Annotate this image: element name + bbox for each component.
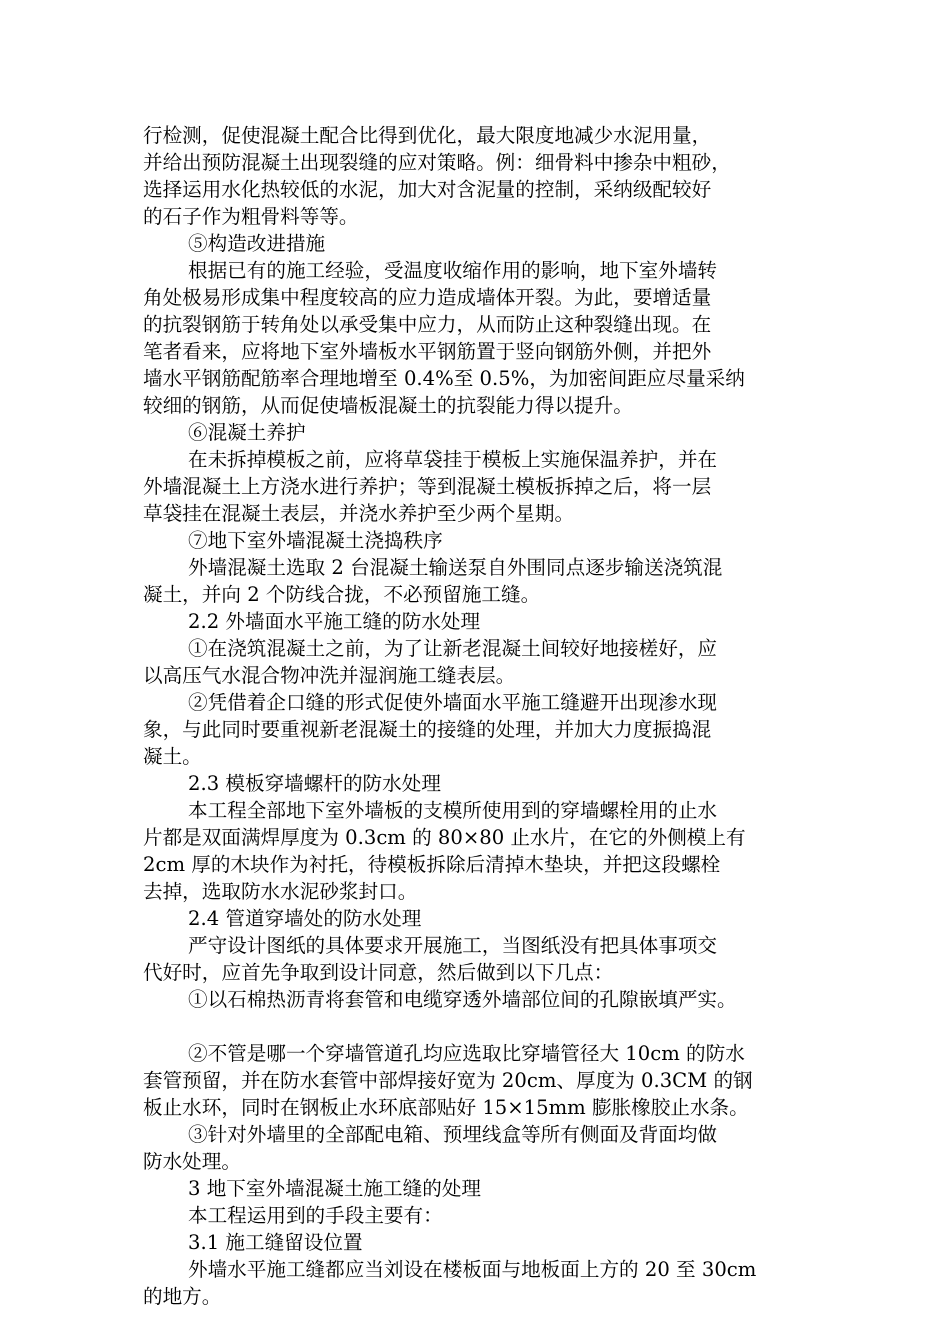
text-line: 根据已有的施工经验，受温度收缩作用的影响，地下室外墙转 xyxy=(188,259,718,282)
section-heading: 2.2 外墙面水平施工缝的防水处理 xyxy=(188,610,481,633)
text-line: 并给出预防混凝土出现裂缝的应对策略。例：细骨料中掺杂中粗砂， xyxy=(143,151,731,174)
text-line: 草袋挂在混凝土表层，并浇水养护至少两个星期。 xyxy=(143,502,575,525)
section-heading: ⑤构造改进措施 xyxy=(188,232,326,255)
text-line: 较细的钢筋，从而促使墙板混凝土的抗裂能力得以提升。 xyxy=(143,394,633,417)
text-line: 以高压气水混合物冲洗并湿润施工缝表层。 xyxy=(143,664,516,687)
text-line: ①以石棉热沥青将套管和电缆穿透外墙部位间的孔隙嵌填严实。 xyxy=(188,988,737,1011)
section-heading: ⑦地下室外墙混凝土浇捣秩序 xyxy=(188,529,443,552)
text-line: 在未拆掉模板之前，应将草袋挂于模板上实施保温养护，并在 xyxy=(188,448,718,471)
section-heading: 2.3 模板穿墙螺杆的防水处理 xyxy=(188,772,441,795)
text-line: 本工程全部地下室外墙板的支模所使用到的穿墙螺栓用的止水 xyxy=(188,799,718,822)
text-line: 板止水环，同时在钢板止水环底部贴好 15×15mm 膨胀橡胶止水条。 xyxy=(143,1096,749,1119)
text-line: 代好时，应首先争取到设计同意，然后做到以下几点： xyxy=(143,961,614,984)
text-line: 行检测，促使混凝土配合比得到优化，最大限度地减少水泥用量， xyxy=(143,124,712,147)
text-line: ③针对外墙里的全部配电箱、预埋线盒等所有侧面及背面均做 xyxy=(188,1123,718,1146)
section-heading: ⑥混凝土养护 xyxy=(188,421,306,444)
text-line: 凝土，并向 2 个防线合拢，不必预留施工缝。 xyxy=(143,583,541,606)
text-line: 外墙混凝土选取 2 台混凝土输送泵自外围同点逐步输送浇筑混 xyxy=(188,556,723,579)
text-line: 2cm 厚的木块作为衬托，待模板拆除后清掉木垫块，并把这段螺栓 xyxy=(143,853,721,876)
text-line: ②不管是哪一个穿墙管道孔均应选取比穿墙管径大 10cm 的防水 xyxy=(188,1042,745,1065)
text-line: 凝土。 xyxy=(143,745,202,768)
section-heading: 3 地下室外墙混凝土施工缝的处理 xyxy=(188,1177,482,1200)
text-line: 的地方。 xyxy=(143,1285,222,1308)
text-line: 笔者看来，应将地下室外墙板水平钢筋置于竖向钢筋外侧，并把外 xyxy=(143,340,712,363)
text-line: 外墙混凝土上方浇水进行养护；等到混凝土模板拆掉之后，将一层 xyxy=(143,475,712,498)
text-line: 片都是双面满焊厚度为 0.3cm 的 80×80 止水片，在它的外侧模上有 xyxy=(143,826,746,849)
text-line: 的石子作为粗骨料等等。 xyxy=(143,205,359,228)
document-page xyxy=(143,122,813,1310)
text-line: 严守设计图纸的具体要求开展施工，当图纸没有把具体事项交 xyxy=(188,934,718,957)
text-line: 角处极易形成集中程度较高的应力造成墙体开裂。为此，要增适量 xyxy=(143,286,712,309)
section-heading: 3.1 施工缝留设位置 xyxy=(188,1231,363,1254)
text-line: 象，与此同时要重视新老混凝土的接缝的处理，并加大力度振捣混 xyxy=(143,718,712,741)
blank-line xyxy=(143,1013,813,1040)
text-line: 墙水平钢筋配筋率合理地增至 0.4%至 0.5%，为加密间距应尽量采纳 xyxy=(143,367,745,390)
text-line: 选择运用水化热较低的水泥，加大对含泥量的控制，采纳级配较好 xyxy=(143,178,712,201)
text-line: 去掉，选取防水水泥砂浆封口。 xyxy=(143,880,418,903)
text-line: 的抗裂钢筋于转角处以承受集中应力，从而防止这种裂缝出现。在 xyxy=(143,313,712,336)
text-line: 本工程运用到的手段主要有： xyxy=(188,1204,443,1227)
text-line: 防水处理。 xyxy=(143,1150,241,1173)
text-line: ①在浇筑混凝土之前，为了让新老混凝土间较好地接槎好，应 xyxy=(188,637,718,660)
text-line: 套管预留，并在防水套管中部焊接好宽为 20cm、厚度为 0.3CM 的钢 xyxy=(143,1069,753,1092)
text-line: ②凭借着企口缝的形式促使外墙面水平施工缝避开出现渗水现 xyxy=(188,691,718,714)
section-heading: 2.4 管道穿墙处的防水处理 xyxy=(188,907,422,930)
text-line: 外墙水平施工缝都应当刘设在楼板面与地板面上方的 20 至 30cm xyxy=(188,1258,757,1281)
